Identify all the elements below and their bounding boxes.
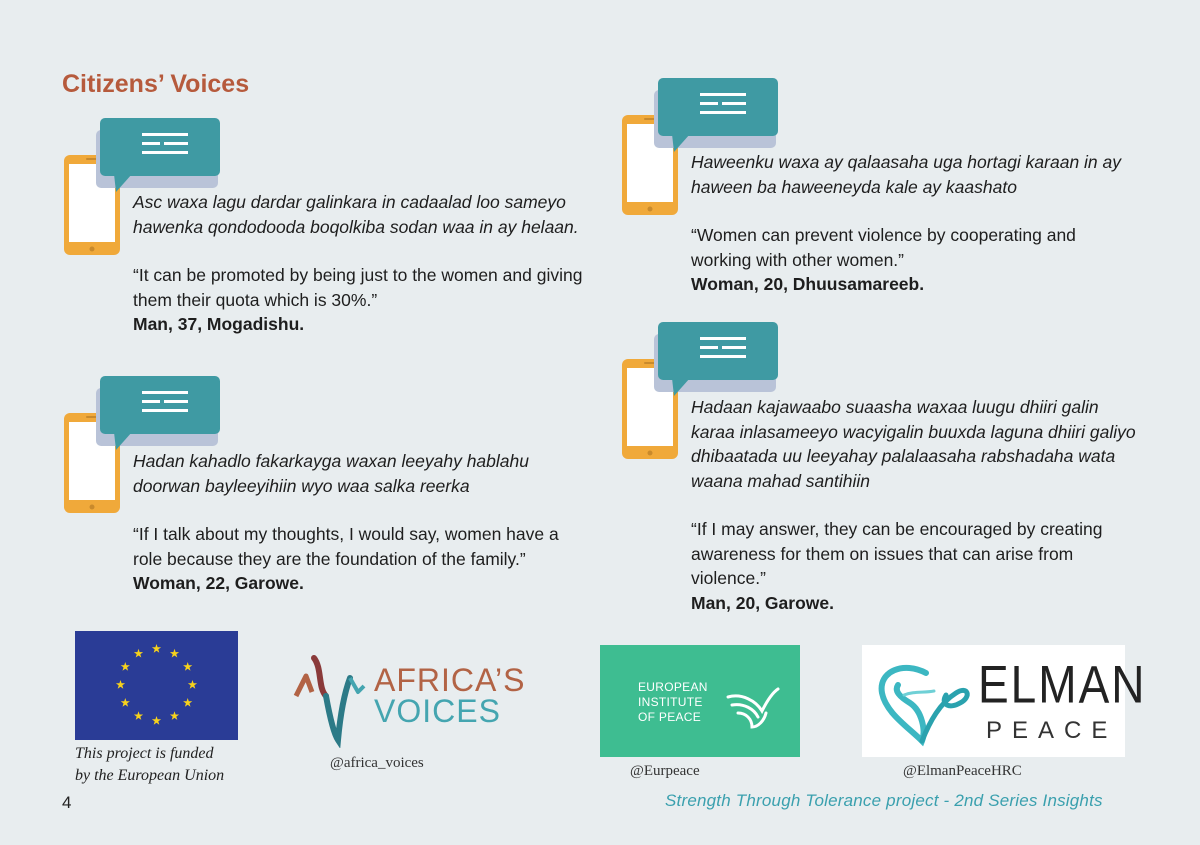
dove-icon — [722, 675, 782, 735]
elman-sub: PEACE — [986, 717, 1118, 744]
elman-word: ELMAN — [978, 654, 1147, 714]
africas-voices-line2: VOICES — [374, 693, 501, 729]
heart-ribbon-icon — [864, 651, 974, 751]
somali-quote: Haweenku waxa ay qalaasaha uga hortagi karaan in ay haween ba haweeneyda kale ay kaashato — [691, 152, 1122, 197]
elman-peace-handle: @ElmanPeaceHRC — [903, 763, 1022, 779]
citizen-quote — [691, 150, 1136, 297]
english-quote: “If I may answer, they can be encouraged by creating awareness for them on issues that can arise from violence.” — [691, 519, 1103, 588]
quote-attribution: Man, 37, Mogadishu. — [133, 314, 305, 334]
eurpeace-handle: @Eurpeace — [630, 763, 700, 779]
quote-attribution: Woman, 20, Dhuusamareeb. — [691, 274, 925, 294]
eu-funding-caption: This project is funded by the European Union — [75, 745, 225, 784]
european-institute-of-peace-logo: EUROPEAN INSTITUTE OF PEACE — [600, 645, 800, 757]
somali-quote: Hadaan kajawaabo suaasha waxaa luugu dhiiri galin karaa inlasameeyo wacyigalin buuxda laguna dhiiri galiyo dhibaatada uu leeyahay palalaasaha rabshadaha wata waana mahad santihiin — [691, 397, 1136, 491]
citizen-quote — [691, 395, 1136, 615]
africas-voices-logo — [292, 648, 532, 748]
page-title: Citizens’ Voices — [62, 70, 250, 98]
somali-quote: Asc waxa lagu dardar galinkara in cadaalad loo sameyo hawenka qondodooda boqolkiba sodan waa in ay helaan. — [133, 192, 579, 237]
footer-series-title: Strength Through Tolerance project - 2nd Series Insights — [665, 791, 1103, 810]
somali-quote: Hadan kahadlo fakarkaygа waxan leeyahy hablahu doorwan bayleeyihiin wyo waa salka reerka — [133, 451, 529, 496]
africas-voices-line1: AFRICA’S — [374, 662, 526, 698]
page-number: 4 — [62, 793, 72, 812]
quote-attribution: Man, 20, Garowe. — [691, 592, 834, 613]
english-quote: “It can be promoted by being just to the women and giving them their quota which is 30%.” — [133, 265, 583, 310]
citizen-quote — [133, 449, 583, 596]
quote-attribution: Woman, 22, Garowe. — [133, 573, 304, 593]
citizen-quote — [133, 190, 583, 337]
eu-flag-logo — [75, 631, 238, 740]
africa-voices-handle: @africa_voices — [330, 755, 424, 771]
english-quote: “Women can prevent violence by cooperating and working with other women.” — [691, 225, 1076, 270]
elman-peace-logo — [862, 645, 1147, 757]
english-quote: “If I talk about my thoughts, I would say, women have a role because they are the foundation of the family.” — [133, 524, 559, 569]
